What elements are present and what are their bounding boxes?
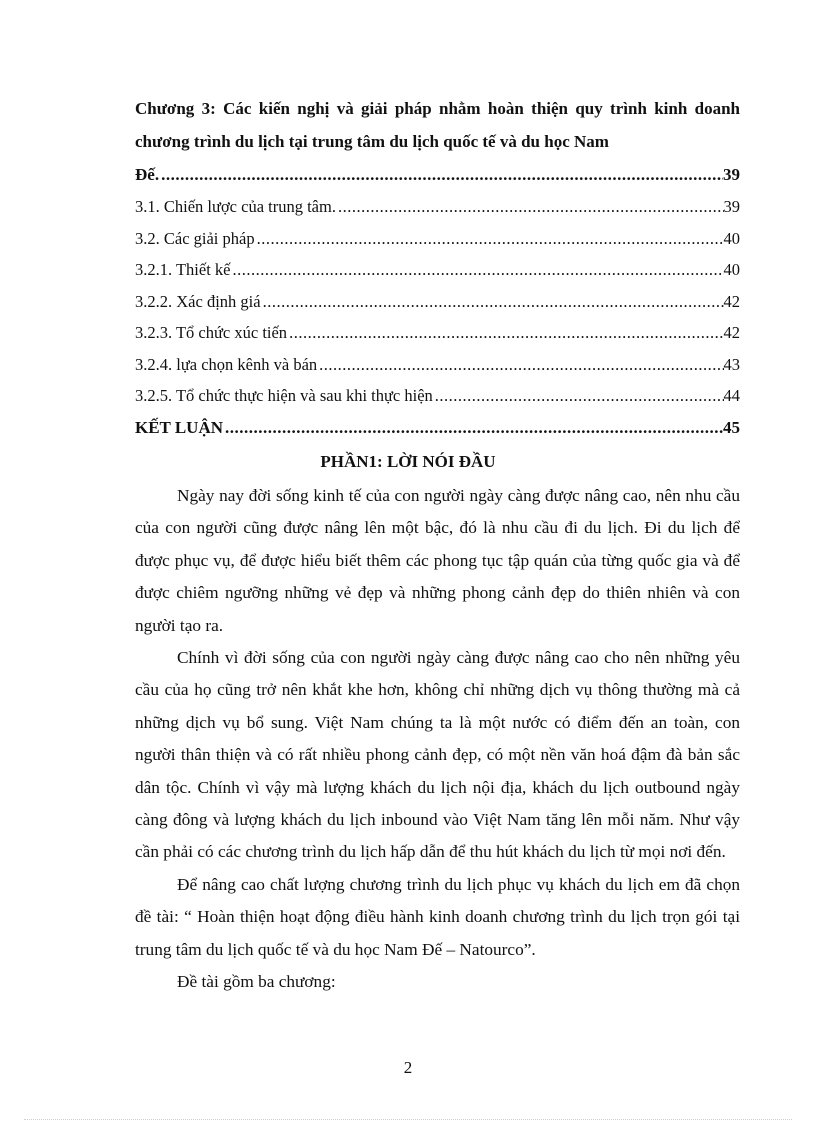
toc-page-number: 39 — [723, 197, 740, 216]
toc-leader-dots — [263, 286, 724, 318]
toc-chapter-3-entry[interactable] — [135, 158, 740, 191]
toc-item-3-1[interactable] — [135, 191, 740, 223]
toc-page-number: 40 — [723, 228, 740, 248]
toc-page-number: 43 — [723, 354, 740, 374]
toc-leader-dots — [225, 412, 723, 444]
toc-item-3-2[interactable] — [135, 223, 740, 255]
toc-item-3-2-5[interactable] — [135, 380, 740, 412]
toc-leader-dots — [435, 380, 724, 412]
toc-leader-dots — [289, 317, 723, 349]
toc-leader-dots — [161, 158, 723, 191]
section-heading: PHẦN1: LỜI NÓI ĐẦU — [320, 452, 496, 471]
toc-page-number: 40 — [723, 260, 740, 279]
toc-item-label: KẾT LUẬN — [135, 417, 224, 437]
toc-item-3-2-3[interactable] — [135, 317, 740, 349]
toc-item-label: 3.2. Các giải pháp — [135, 228, 255, 248]
toc-item-label: 3.1. Chiến lược của trung tâm. — [135, 197, 336, 216]
toc-leader-dots — [257, 223, 724, 255]
toc-page-number: 42 — [723, 323, 740, 342]
toc-leader-dots — [319, 349, 723, 381]
toc-page-number: 45 — [723, 417, 740, 437]
paragraph-intro-2: Chính vì đời sống của con người ngày càng được nâng cao cho nên những yêu cầu của họ cũng trở nên khắt khe hơn, không chỉ những dịch vụ thông thường mà cả những dịch vụ bổ sung. Việt Nam chúng ta là một nước có điểm đến an toàn, con người thân thiện và có rất nhiều phong cảnh đẹp, có một nền văn hoá đậm đà bản sắc dân tộc. Chính vì vậy mà lượng khách du lịch nội địa, khách du lịch outbound ngày càng đông và lượng khách du lịch inbound vào Việt Nam tăng lên mỗi năm. Như vậy cần phải có các chương trình du lịch hấp dẫn để thu hút khách du lịch từ mọi nơi đến. — [135, 648, 740, 862]
toc-item-label: 3.2.5. Tổ chức thực hiện và sau khi thực hiện — [135, 386, 433, 405]
toc-item-3-2-1[interactable] — [135, 254, 740, 286]
paragraph-intro-4: Đề tài gồm ba chương: — [177, 972, 336, 992]
toc-item-label: 3.2.2. Xác định giá — [135, 291, 261, 311]
paragraph-intro-3: Để nâng cao chất lượng chương trình du lịch phục vụ khách du lịch em đã chọn đề tài: “ Hoàn thiện hoạt động điều hành kinh doanh chương trình du lịch trọn gói tại trung tâm du lịch quốc tế và du học Nam Đế – Natourco”. — [135, 874, 740, 959]
body-text — [135, 480, 740, 999]
toc-page-number: 42 — [723, 291, 740, 311]
toc-item-label: 3.2.1. Thiết kế — [135, 260, 231, 279]
toc-page-number: 39 — [723, 165, 740, 184]
toc-page-number: 44 — [723, 386, 740, 405]
toc-item-3-2-2[interactable] — [135, 286, 740, 318]
toc-leader-dots — [232, 254, 723, 286]
toc-leader-dots — [338, 191, 724, 223]
page-bottom-divider — [24, 1119, 792, 1120]
paragraph-intro-1: Ngày nay đời sống kinh tế của con người ngày càng được nâng cao, nên nhu cầu của con người cũng được nâng lên một bậc, đó là nhu cầu đi du lịch. Đi du lịch để được phục vụ, để được hiểu biết thêm các phong tục tập quán của từng quốc gia và để được chiêm ngưỡng những vẻ đẹp và những phong cảnh đẹp do thiên nhiên và con người tạo ra. — [135, 486, 740, 635]
toc-item-3-2-4[interactable] — [135, 349, 740, 381]
toc-chapter-3-tail: Đế. — [135, 165, 160, 184]
toc-item-label: 3.2.4. lựa chọn kênh và bán — [135, 354, 318, 374]
page-number: 2 — [403, 1058, 413, 1077]
toc-item-conclusion[interactable] — [135, 412, 740, 444]
toc-chapter-3-title: Chương 3: Các kiến nghị và giải pháp nhằm hoàn thiện quy trình kinh doanh chương trình du lịch tại trung tâm du lịch quốc tế và du học Nam — [135, 99, 740, 151]
toc-item-label: 3.2.3. Tổ chức xúc tiến — [135, 323, 288, 342]
table-of-contents — [135, 92, 740, 443]
